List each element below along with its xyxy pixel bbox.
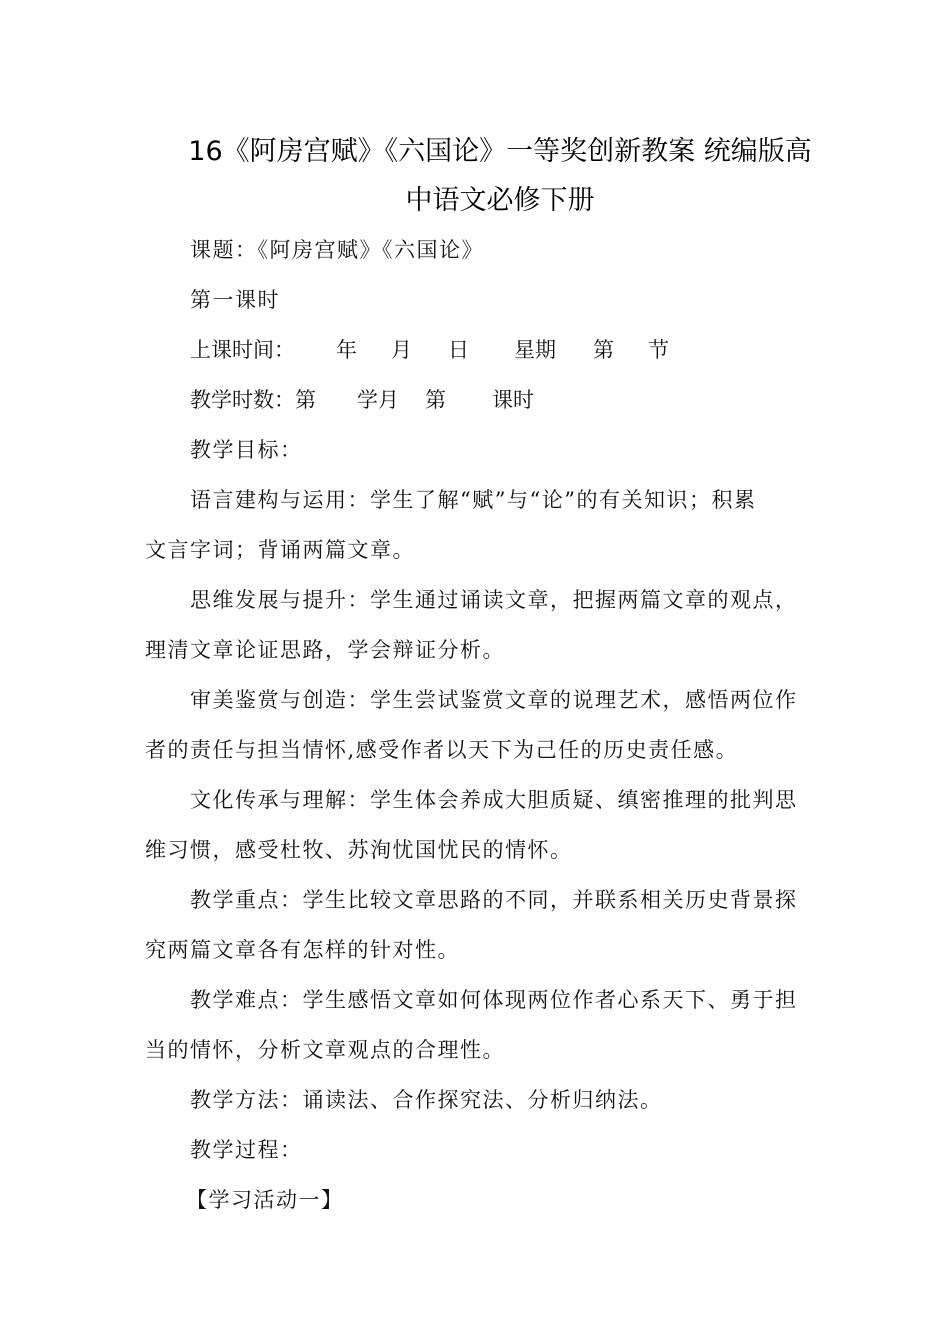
teaching-hours-di: 第 [425,388,446,412]
class-time-day: 日 [448,338,469,362]
difficulty-line-1: 教学难点：学生感悟文章如何体现两位作者心系天下、勇于担 [190,988,798,1012]
teaching-hours-hours: 课时 [492,388,534,412]
key-point-line-2: 究两篇文章各有怎样的针对性。 [145,938,460,962]
goal-thinking-line-1: 思维发展与提升：学生通过诵读文章，把握两篇文章的观点， [190,588,798,612]
activity-one-heading: 【学习活动一】 [186,1188,344,1212]
goal-language-line-2: 文言字词；背诵两篇文章。 [145,538,415,562]
difficulty-line-2: 当的情怀，分析文章观点的合理性。 [145,1038,505,1062]
goal-aesthetic-line-1: 审美鉴赏与创造：学生尝试鉴赏文章的说理艺术，感悟两位作 [190,688,798,712]
lesson-topic: 课题：《阿房宫赋》《六国论》 [190,238,484,262]
goal-language-line-1: 语言建构与运用：学生了解“赋”与“论”的有关知识；积累 [190,488,757,512]
document-title-line-1: 16《阿房宫赋》《六国论》一等奖创新教案 统编版高 [188,136,812,167]
teaching-hours-label: 教学时数：第 [190,388,316,412]
document-title-line-2: 中语文必修下册 [405,185,595,216]
goal-culture-line-2: 维习惯，感受杜牧、苏洵忧国忧民的情怀。 [145,838,573,862]
class-time-weekday: 星期 [514,338,556,362]
class-time-month: 月 [391,338,412,362]
teaching-hours-month: 学月 [357,388,399,412]
class-time-label: 上课时间： [190,338,295,362]
goal-culture-line-1: 文化传承与理解：学生体会养成大胆质疑、缜密推理的批判思 [190,788,798,812]
goals-heading: 教学目标： [190,438,303,462]
class-time-di: 第 [593,338,614,362]
process-heading: 教学过程： [190,1138,303,1162]
goal-aesthetic-line-2: 者的责任与担当情怀,感受作者以天下为己任的历史责任感。 [145,738,739,762]
goal-thinking-line-2: 理清文章论证思路，学会辩证分析。 [145,638,505,662]
class-time-section: 节 [648,338,669,362]
class-time-year: 年 [336,338,357,362]
lesson-period: 第一课时 [190,288,280,312]
key-point-line-1: 教学重点：学生比较文章思路的不同，并联系相关历史背景探 [190,888,798,912]
teaching-methods: 教学方法：诵读法、合作探究法、分析归纳法。 [190,1088,663,1112]
